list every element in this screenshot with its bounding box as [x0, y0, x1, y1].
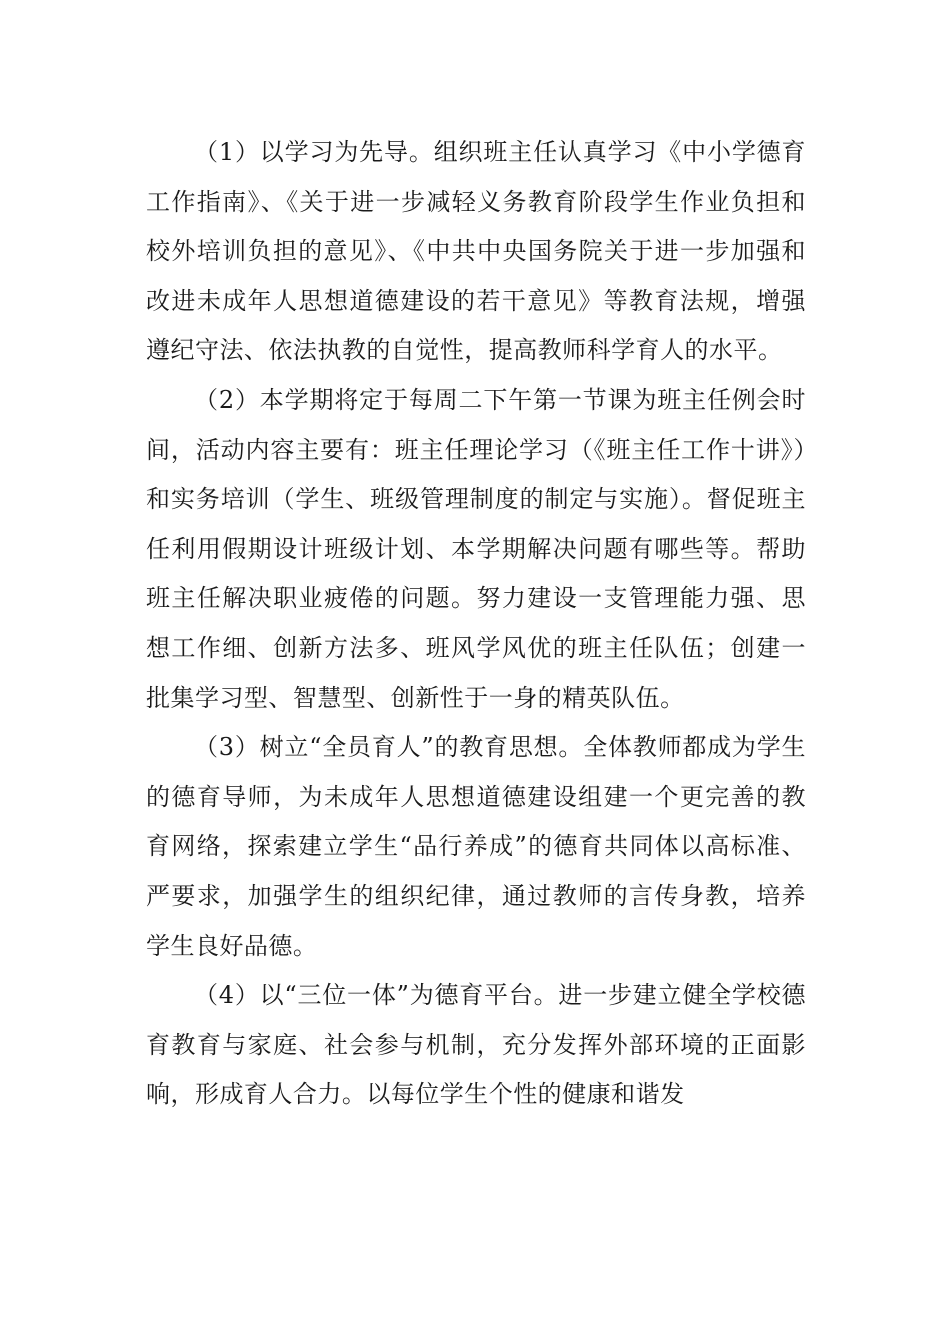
paragraph-4: （4）以“三位一体”为德育平台。进一步建立健全学校德育教育与家庭、社会参与机制，充分发挥外部环境的正面影响，形成育人合力。以每位学生个性的健康和谐发: [146, 981, 806, 1109]
document-page: [146, 128, 806, 1120]
paragraph-2: （2）本学期将定于每周二下午第一节课为班主任例会时间，活动内容主要有：班主任理论学习（《班主任工作十讲》）和实务培训（学生、班级管理制度的制定与实施）。督促班主任利用假期设计班级计划、本学期解决问题有哪些等。帮助班主任解决职业疲倦的问题。努力建设一支管理能力强、思想工作细、创新方法多、班风学风优的班主任队伍；创建一批集学习型、智慧型、创新性于一身的精英队伍。: [146, 385, 806, 712]
paragraph-1: （1）以学习为先导。组织班主任认真学习《中小学德育工作指南》、《关于进一步减轻义务教育阶段学生作业负担和校外培训负担的意见》、《中共中央国务院关于进一步加强和改进未成年人思想道德建设的若干意见》等教育法规，增强遵纪守法、依法执教的自觉性，提高教师科学育人的水平。: [146, 138, 806, 365]
paragraph-3: （3）树立“全员育人”的教育思想。全体教师都成为学生的德育导师，为未成年人思想道德建设组建一个更完善的教育网络，探索建立学生“品行养成”的德育共同体以高标准、严要求，加强学生的组织纪律，通过教师的言传身教，培养学生良好品德。: [146, 733, 806, 960]
